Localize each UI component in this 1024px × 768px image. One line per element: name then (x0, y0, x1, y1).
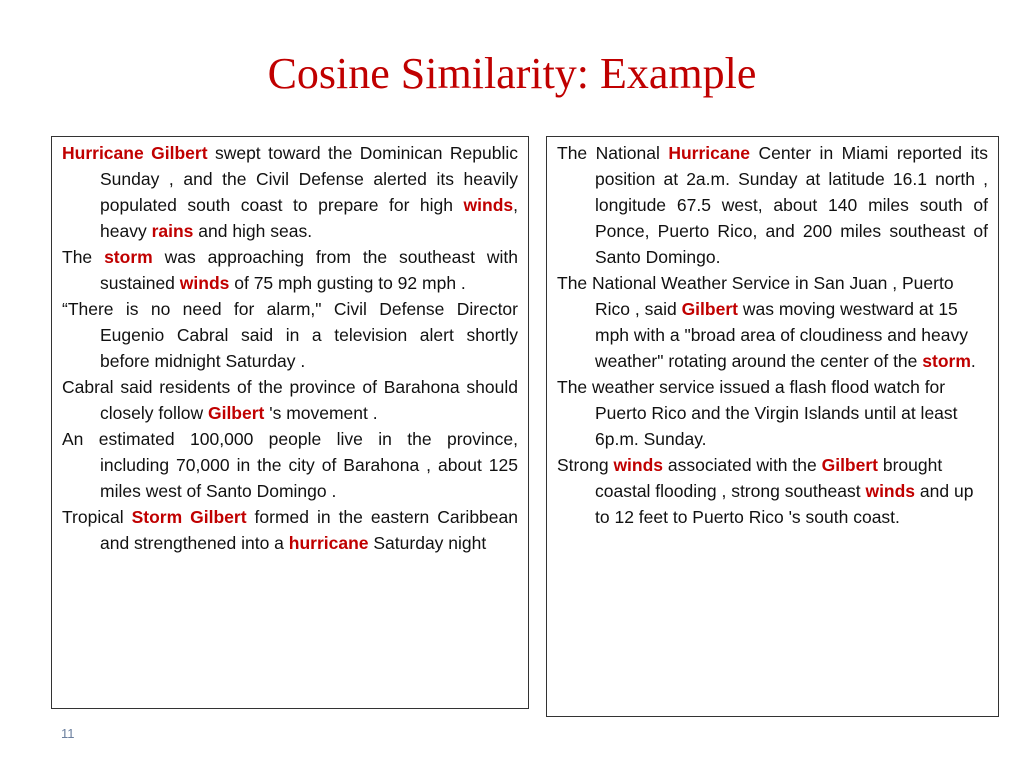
text-run: was moving westward at 15 mph with a "broad area of cloudiness and heavy weather" rotating around the center of the (595, 299, 968, 371)
keyword-highlight: hurricane (288, 533, 369, 553)
text-run: The weather service issued a flash flood watch for Puerto Rico and the Virgin Islands until at least 6p.m. Sunday. (557, 377, 958, 449)
document-paragraph (557, 140, 988, 270)
text-run: formed in the eastern Caribbean and strengthened into a (100, 507, 518, 553)
text-run: An estimated 100,000 people live in the province, including 70,000 in the city of Barahona , about 125 miles west of Santo Domingo . (62, 429, 518, 501)
text-run: of 75 mph gusting to 92 mph . (229, 273, 466, 293)
document-box-right (546, 136, 999, 717)
document-paragraph (557, 374, 988, 452)
keyword-highlight: Storm Gilbert (131, 507, 247, 527)
page-number: 11 (61, 726, 75, 741)
keyword-highlight: Gilbert (207, 403, 265, 423)
document-paragraph (62, 296, 518, 374)
keyword-highlight: Gilbert (821, 455, 878, 475)
keyword-highlight: Gilbert (681, 299, 738, 319)
document-paragraph (557, 270, 988, 374)
text-run: The (62, 247, 105, 267)
keyword-highlight: winds (865, 481, 916, 501)
text-run: associated with the (663, 455, 822, 475)
keyword-highlight: rains (151, 221, 194, 241)
text-run: The National (557, 143, 669, 163)
text-run: and up to 12 feet to Puerto Rico 's south coast. (595, 481, 974, 527)
keyword-highlight: winds (463, 195, 514, 215)
slide-title: Cosine Similarity: Example (267, 49, 757, 98)
text-run: and high seas. (193, 221, 313, 241)
document-paragraph (62, 140, 518, 244)
text-run: Center in Miami reported its position at 2a.m. Sunday at latitude 16.1 north , longitude 67.5 west, about 140 miles south of Ponce, Puerto Rico, and 200 miles southeast of Santo Domingo. (595, 143, 988, 267)
text-run: , heavy (100, 195, 518, 241)
text-run: The National Weather Service in San Juan , Puerto Rico , said (557, 273, 954, 319)
text-run: swept toward the Dominican Republic Sunday , and the Civil Defense alerted its heavily populated south coast to prepare for high (100, 143, 518, 215)
keyword-highlight: Hurricane Gilbert (62, 143, 208, 163)
text-run: . (970, 351, 976, 371)
text-run: brought coastal flooding , strong southeast (595, 455, 943, 501)
keyword-highlight: winds (613, 455, 664, 475)
document-paragraph (62, 426, 518, 504)
document-paragraph (62, 374, 518, 426)
document-paragraph (62, 504, 518, 556)
text-run: Tropical (62, 507, 132, 527)
text-run: Saturday night (368, 533, 487, 553)
document-paragraph (557, 452, 988, 530)
document-box-left (51, 136, 529, 709)
text-run: “There is no need for alarm," Civil Defense Director Eugenio Cabral said in a television alert shortly before midnight Saturday . (62, 299, 518, 371)
text-run: was approaching from the southeast with sustained (100, 247, 518, 293)
keyword-highlight: storm (104, 247, 153, 267)
text-run: 's movement . (264, 403, 378, 423)
keyword-highlight: winds (179, 273, 230, 293)
keyword-highlight: storm (922, 351, 971, 371)
keyword-highlight: Hurricane (668, 143, 751, 163)
text-run: Cabral said residents of the province of Barahona should closely follow (62, 377, 518, 423)
text-run: Strong (557, 455, 614, 475)
document-paragraph (62, 244, 518, 296)
